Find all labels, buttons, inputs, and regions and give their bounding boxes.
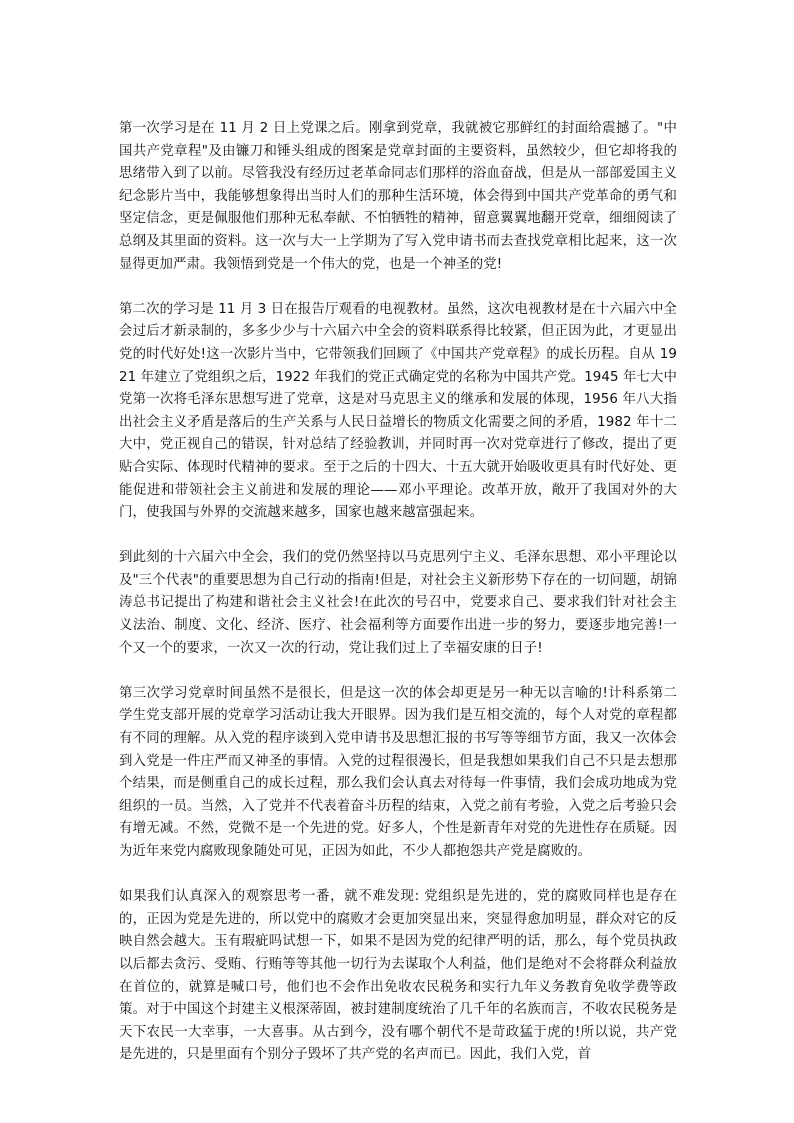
paragraph-sixth-plenum: 到此刻的十六届六中全会，我们的党仍然坚持以马克思列宁主义、毛泽东思想、邓小平理论以及"三个代表"的重要思想为自己行动的指南!但是，对社会主义新形势下存在的一切问题，胡锦涛总书记提出了构建和谐社会主义社会!在此次的号召中，党要求自己、要求我们针对社会主义法治、制度、文化、经济、医疗、社会福利等方面要作出进一步的努力，要逐步地完善!一个又一个的要求，一次又一次的行动，党让我们过上了幸福安康的日子! <box>119 550 677 656</box>
paragraph-reflection: 如果我们认真深入的观察思考一番，就不难发现: 党组织是先进的，党的腐败同样也是存在的，正因为党是先进的，所以党中的腐败才会更加突显出来，突显得愈加明显，群众对它的反映自然会越大。玉有瑕疵吗试想一下，如果不是因为党的纪律严明的话，那么，每个党员执政以后都去贪污、受贿、行贿等等其他一切行为去谋取个人利益，他们是绝对不会将群众利益放在首位的，就算是喊口号，他们也不会作出免收农民税务和实行九年义务教育免收学费等政策。对于中国这个封建主义根深蒂固，被封建制度统治了几千年的名族而言，不收农民税务是天下农民一大幸事，一大喜事。从古到今，没有哪个朝代不是苛政猛于虎的!所以说，共产党是先进的，只是里面有个别分子毁坏了共产党的名声而已。因此，我们入党，首 <box>119 889 677 1063</box>
paragraph-second-study: 第二次的学习是 11 月 3 日在报告厅观看的电视教材。虽然，这次电视教材是在十六届六中全会过后才新录制的，多多少少与十六届六中全会的资料联系得比较紧，但正因为此，才更显出党的时代好处!这一次影片当中，它带领我们回顾了《中国共产党章程》的成长历程。自从 1921 年建立了党组织之后，1922 年我们的党正式确定党的名称为中国共产党。1945 年七大中党第一次将毛泽东思想写进了党章，这是对马克思主义的继承和发展的体现，1956 年八大指出社会主义矛盾是落后的生产关系与人民日益增长的物质文化需要之间的矛盾，1982 年十二大中，党正视自己的错误，针对总结了经验教训，并同时再一次对党章进行了修改，提出了更贴合实际、体现时代精神的要求。至于之后的十四大、十五大就开始吸收更具有时代好处、更能促进和带领社会主义前进和发展的理论——邓小平理论。改革开放，敞开了我国对外的大门，使我国与外界的交流越来越多，国家也越来越富强起来。 <box>119 301 677 521</box>
document-body <box>119 118 677 1090</box>
paragraph-first-study: 第一次学习是在 11 月 2 日上党课之后。刚拿到党章，我就被它那鲜红的封面给震撼了。"中国共产党章程"及由镰刀和锤头组成的图案是党章封面的主要资料，虽然较少，但它却将我的思绪带入到了以前。尽管我没有经历过老革命同志们那样的浴血奋战，但是从一部部爱国主义纪念影片当中，我能够想象得出当时人们的那种生活环境，体会得到中国共产党革命的勇气和坚定信念，更是佩服他们那种无私奉献、不怕牺牲的精神，留意翼翼地翻开党章，细细阅读了总纲及其里面的资料。这一次与大一上学期为了写入党申请书而去查找党章相比起来，这一次显得更加严肃。我领悟到党是一个伟大的党，也是一个神圣的党! <box>119 121 677 272</box>
paragraph-third-study: 第三次学习党章时间虽然不是很长，但是这一次的体会却更是另一种无以言喻的!计科系第二学生党支部开展的党章学习活动让我大开眼界。因为我们是互相交流的，每个人对党的章程都有不同的理解。从入党的程序谈到入党申请书及思想汇报的书写等等细节方面，我又一次体会到入党是一件庄严而又神圣的事情。入党的过程很漫长，但是我想如果我们自己不只是去想那个结果，而是侧重自己的成长过程，那么我们会认真去对待每一件事情，我们会成功地成为党组织的一员。当然，入了党并不代表着奋斗历程的结束，入党之前有考验，入党之后考验只会有增无减。不然，党微不是一个先进的党。好多人，个性是新青年对党的先进性存在质疑。因为近年来党内腐败现象随处可见，正因为如此，不少人都抱怨共产党是腐败的。 <box>119 685 677 859</box>
